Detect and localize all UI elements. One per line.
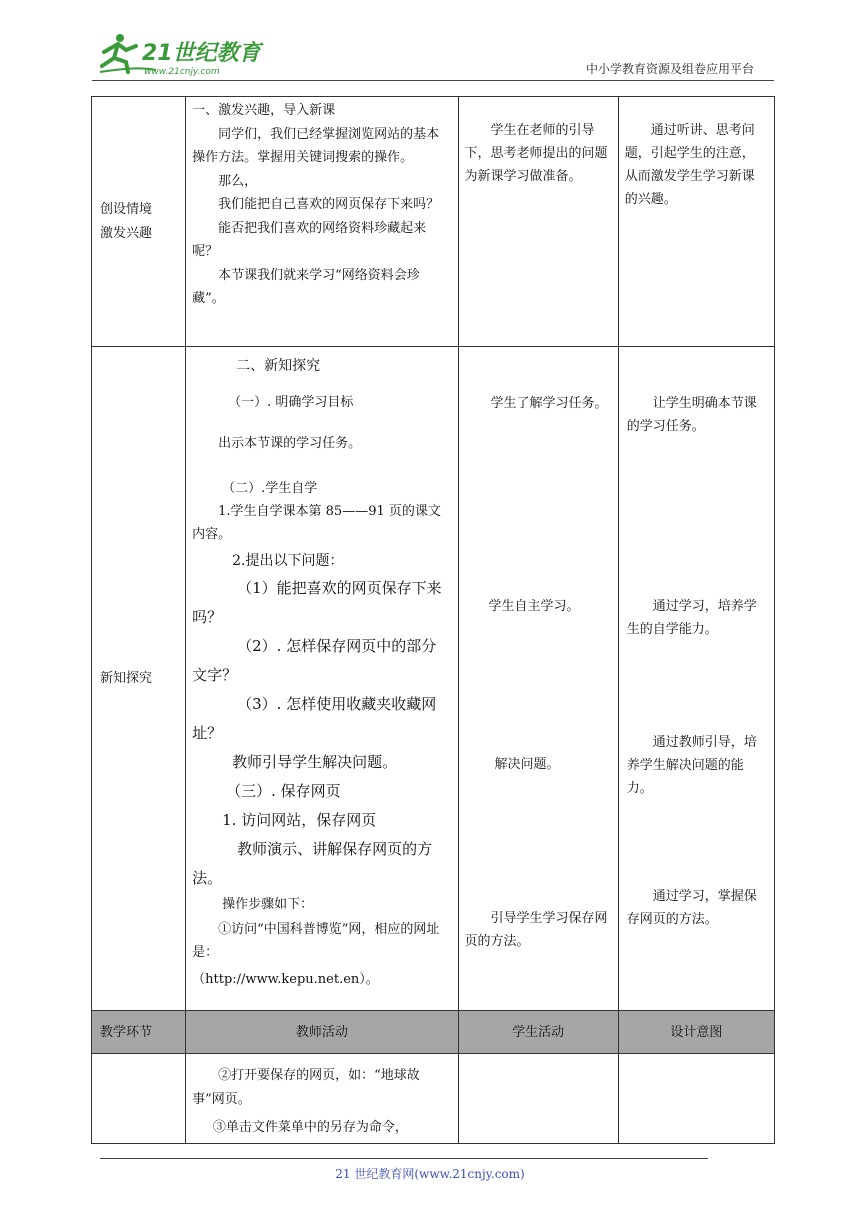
- table-row: [92, 347, 775, 1011]
- platform-title: 中小学教育资源及组卷应用平台: [585, 62, 754, 76]
- teacher-activity-cell: ②打开要保存的网页，如：“地球故事”网页。 ③单击文件菜单中的另存为命令，: [186, 1054, 458, 1144]
- header-divider: [92, 80, 774, 81]
- stage-cell: 创设情境激发兴趣: [92, 97, 186, 347]
- lesson-table: [91, 96, 775, 1144]
- design-intent-cell: 让学生明确本节课的学习任务。 通过学习，培养学生的自学能力。 通过教师引导，培养学生解决问题的能力。 通过学习，掌握保存网页的方法。: [618, 347, 774, 1011]
- student-activity-cell: 学生了解学习任务。 学生自主学习。 解决问题。 引导学生学习保存网页的方法。: [458, 347, 618, 1011]
- site-logo: [96, 32, 266, 78]
- stage-cell: 新知探究: [92, 347, 186, 1011]
- design-intent-cell: [618, 1054, 774, 1144]
- design-intent-cell: 通过听讲、思考问题，引起学生的注意，从而激发学生学习新课的兴趣。: [618, 97, 774, 347]
- svg-text:21世纪教育: 21世纪教育: [142, 41, 261, 66]
- stage-cell: [92, 1054, 186, 1144]
- table-row: [92, 1054, 775, 1144]
- header-cell-design: 设计意图: [618, 1011, 774, 1054]
- runner-logo-icon: [96, 32, 266, 78]
- footer-divider: [100, 1158, 708, 1159]
- header-cell-student: 学生活动: [458, 1011, 618, 1054]
- teacher-activity-cell: 一、激发兴趣，导入新课 同学们，我们已经掌握浏览网站的基本操作方法。掌握用关键词搜索的操作。 那么， 我们能把自己喜欢的网页保存下来吗？ 能否把我们喜欢的网络资料珍藏起来呢？ 本节课我们就来学习“网络资料会珍藏”。: [186, 97, 458, 347]
- header-cell-teacher: 教师活动: [186, 1011, 458, 1054]
- table-header-row: [92, 1011, 775, 1054]
- table-row: [92, 97, 775, 347]
- teacher-activity-cell: 二、新知探究 （一）. 明确学习目标 出示本节课的学习任务。 （二）.学生自学 1.学生自学课本第 85——91 页的课文内容。 2.提出以下问题： （1）能把喜欢的网页保存下来吗？ （2）. 怎样保存网页中的部分文字？ （3）. 怎样使用收藏夹收藏网址？ 教师引导学生解决问题。 （三）. 保存网页 1. 访问网站，保存网页 教师演示、讲解保存网页的方法。 操作步骤如下： ①访问“中国科普博览”网，相应的网址是： （http://www.kepu.net.en）。: [186, 347, 458, 1011]
- student-activity-cell: 学生在老师的引导下，思考老师提出的问题为新课学习做准备。: [458, 97, 618, 347]
- student-activity-cell: [458, 1054, 618, 1144]
- footer-link[interactable]: 21 世纪教育网(www.21cnjy.com): [335, 1167, 525, 1181]
- header-cell-stage: 教学环节: [92, 1011, 186, 1054]
- svg-text:www.21cnjy.com: www.21cnjy.com: [144, 67, 220, 77]
